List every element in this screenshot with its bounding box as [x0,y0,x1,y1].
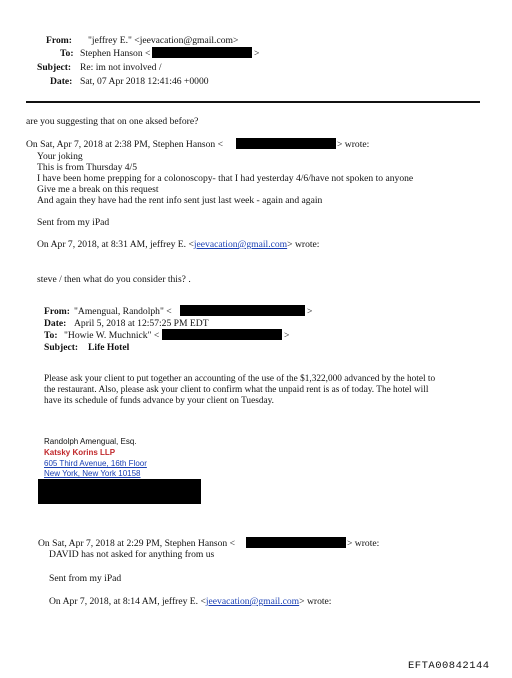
fwd-from-label: From: [44,306,70,317]
redaction-box [152,47,252,58]
header-date-label: Date: [50,76,73,87]
quote1-intro-tail: > wrote: [337,139,370,150]
quote1-intro: On Sat, Apr 7, 2018 at 2:38 PM, Stephen Hanson < [26,139,224,150]
fwd-paragraph-line: the restaurant. Also, please ask your client to confirm what the unpaid rent is as of today. The hotel will [44,385,429,395]
fwd-subject-value: Life Hotel [88,342,130,353]
quote3-intro: On Sat, Apr 7, 2018 at 2:29 PM, Stephen Hanson < [38,538,236,549]
quote3-line: DAVID has not asked for anything from us [49,549,215,560]
quote2-intro-prefix: On Apr 7, 2018, at 8:31 AM, jeffrey E. < [37,239,194,250]
redaction-box [180,305,305,316]
quote2-text: steve / then what do you consider this? . [37,274,191,285]
redaction-box [246,537,346,548]
header-to-tail: > [254,48,260,59]
fwd-subject-label: Subject: [44,342,79,353]
fwd-to-label: To: [44,330,58,341]
fwd-date-label: Date: [44,318,67,329]
quote4-intro [49,596,331,607]
quote2-intro [37,239,319,250]
header-from-label: From: [46,35,72,46]
quote2-email-link[interactable]: jeevacation@gmail.com [193,239,288,250]
quote4-intro-suffix: > wrote: [299,596,332,607]
sig-address-link[interactable]: 605 Third Avenue, 16th Floor [44,459,147,468]
quote1-signature: Sent from my iPad [37,217,110,228]
redaction-box [236,138,336,149]
header-to-value: Stephen Hanson < [80,48,151,59]
fwd-paragraph-line: Please ask your client to put together an accounting of the use of the $1,322,000 advanced by the hotel to [44,374,436,384]
header-to-label: To: [60,48,74,59]
header-subject-value: Re: im not involved / [80,62,162,73]
quote1-line: And again they have had the rent info sent just last week - again and again [37,195,323,206]
redaction-box [162,329,282,340]
quote4-intro-prefix: On Apr 7, 2018, at 8:14 AM, jeffrey E. < [49,596,206,607]
fwd-date-value: April 5, 2018 at 12:57:25 PM EDT [74,318,209,329]
fwd-from-value: "Amengual, Randolph" < [74,306,172,317]
quote3-signature: Sent from my iPad [49,573,122,584]
header-from-value: "jeffrey E." <jeevacation@gmail.com> [88,35,239,46]
quote4-email-link[interactable]: jeevacation@gmail.com [205,596,300,607]
sig-name: Randolph Amengual, Esq. [44,437,137,446]
quote1-line: Give me a break on this request [37,184,159,195]
reply-line: are you suggesting that on one aksed before? [26,116,199,127]
sig-firm: Katsky Korins LLP [44,448,116,457]
fwd-to-value: "Howie W. Muchnick" < [64,330,160,341]
quote1-line: Your joking [37,151,83,162]
header-divider [26,101,480,103]
fwd-from-tail: > [307,306,313,317]
header-subject-label: Subject: [37,62,72,73]
fwd-paragraph-line: have its schedule of funds advance by your client on Tuesday. [44,396,274,406]
fwd-to-tail: > [284,330,290,341]
quote2-intro-suffix: > wrote: [287,239,320,250]
quote3-intro-tail: > wrote: [347,538,380,549]
bates-number: EFTA00842144 [408,660,490,672]
redaction-box [38,479,201,504]
quote1-line: I have been home prepping for a colonoscopy- that I had yesterday 4/6/have not spoken to anyone [37,173,414,184]
header-date-value: Sat, 07 Apr 2018 12:41:46 +0000 [80,76,209,87]
quote1-line: This is from Thursday 4/5 [37,162,138,173]
sig-city-link[interactable]: New York, New York 10158 [44,469,141,478]
